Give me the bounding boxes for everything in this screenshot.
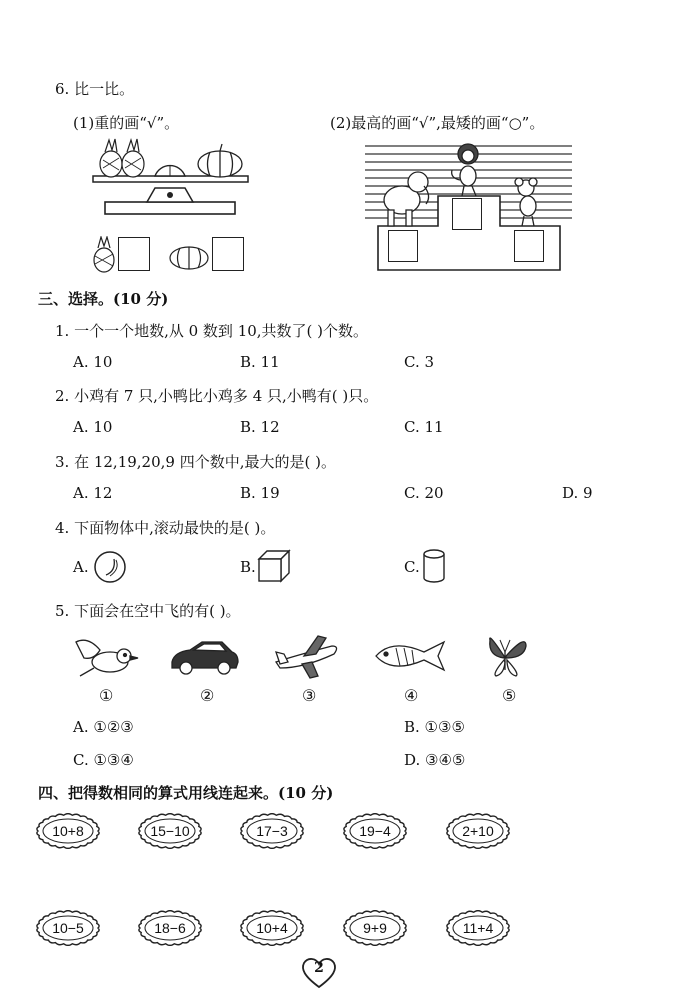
car-icon (168, 638, 240, 678)
page-number: 2 (314, 960, 324, 976)
item-number-2: ② (200, 686, 215, 705)
expression-text: 11+4 (462, 920, 494, 936)
q2-option-b[interactable]: B. 12 (240, 418, 280, 436)
fish-icon (372, 636, 448, 676)
q5-option-b[interactable]: B. ①③⑤ (404, 718, 465, 736)
q1-option-c[interactable]: C. 3 (404, 353, 435, 371)
q3-option-d[interactable]: D. 9 (562, 484, 593, 502)
expression-text: 18−6 (154, 920, 186, 936)
expression-card-bottom-1[interactable] (36, 910, 100, 946)
section3-heading: 三、选择。(10 分) (38, 290, 169, 308)
expression-text: 9+9 (363, 920, 387, 936)
q5-option-d[interactable]: D. ③④⑤ (404, 751, 466, 769)
q1-option-b[interactable]: B. 11 (240, 353, 280, 371)
q1-option-a[interactable]: A. 10 (73, 353, 113, 371)
pineapple-icon (90, 236, 118, 274)
question-3: 3. 在 12,19,20,9 四个数中,最大的是( )。 (55, 453, 336, 471)
expression-text: 15−10 (150, 823, 190, 839)
answer-box-pineapple[interactable] (118, 237, 150, 271)
q5-option-a[interactable]: A. ①②③ (73, 718, 134, 736)
ball-icon (92, 549, 128, 585)
expression-text: 2+10 (462, 823, 494, 839)
q3-option-b[interactable]: B. 19 (240, 484, 280, 502)
expression-text: 17−3 (256, 823, 288, 839)
answer-box-elephant[interactable] (388, 230, 418, 262)
airplane-icon (274, 632, 340, 680)
q5-option-c[interactable]: C. ①③④ (73, 751, 134, 769)
answer-box-monkey[interactable] (452, 198, 482, 230)
q4-option-b[interactable]: B. (240, 558, 256, 576)
expression-card-bottom-4[interactable] (343, 910, 407, 946)
expression-card-top-3[interactable] (240, 813, 304, 849)
answer-box-pumpkin[interactable] (212, 237, 244, 271)
question-2: 2. 小鸡有 7 只,小鸭比小鸡多 4 只,小鸭有( )只。 (55, 387, 379, 405)
item-number-3: ③ (302, 686, 317, 705)
question-4: 4. 下面物体中,滚动最快的是( )。 (55, 519, 276, 537)
butterfly-icon (484, 630, 530, 680)
q3-option-a[interactable]: A. 12 (73, 484, 113, 502)
item-number-5: ⑤ (502, 686, 517, 705)
expression-card-top-4[interactable] (343, 813, 407, 849)
cylinder-icon (420, 548, 448, 584)
expression-text: 10+4 (256, 920, 288, 936)
expression-text: 19−4 (359, 823, 391, 839)
q3-option-c[interactable]: C. 20 (404, 484, 444, 502)
question-5: 5. 下面会在空中飞的有( )。 (55, 602, 241, 620)
expression-card-bottom-2[interactable] (138, 910, 202, 946)
q6-part1: (1)重的画“√”。 (73, 114, 180, 132)
expression-card-bottom-3[interactable] (240, 910, 304, 946)
q4-option-c[interactable]: C. (404, 558, 420, 576)
expression-text: 10−5 (52, 920, 84, 936)
cube-icon (256, 548, 292, 584)
q6-title: 6. 比一比。 (55, 80, 135, 98)
section4-heading: 四、把得数相同的算式用线连起来。(10 分) (38, 784, 334, 802)
q4-option-a[interactable]: A. (73, 558, 89, 576)
q2-option-a[interactable]: A. 10 (73, 418, 113, 436)
question-1: 1. 一个一个地数,从 0 数到 10,共数了( )个数。 (55, 322, 369, 340)
q2-option-c[interactable]: C. 11 (404, 418, 444, 436)
balance-scale-image (85, 138, 255, 220)
expression-card-top-5[interactable] (446, 813, 510, 849)
q6-part2: (2)最高的画“√”,最矮的画“○”。 (330, 114, 545, 132)
expression-card-bottom-5[interactable] (446, 910, 510, 946)
expression-card-top-2[interactable] (138, 813, 202, 849)
pumpkin-icon (168, 244, 210, 270)
expression-card-top-1[interactable] (36, 813, 100, 849)
answer-box-small-animal[interactable] (514, 230, 544, 262)
bird-icon (74, 632, 140, 680)
item-number-1: ① (99, 686, 114, 705)
item-number-4: ④ (404, 686, 419, 705)
expression-text: 10+8 (52, 823, 84, 839)
